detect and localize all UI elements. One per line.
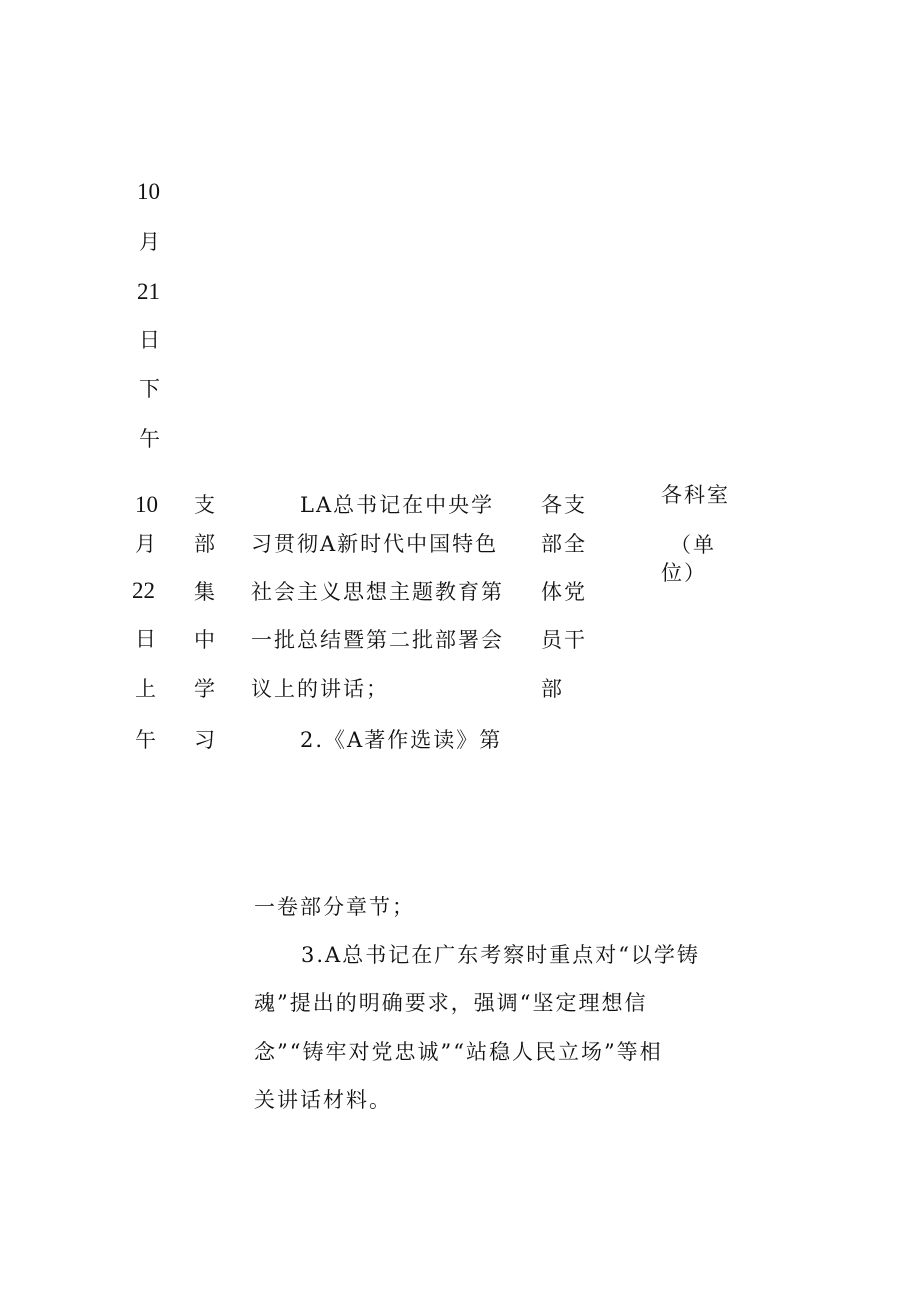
continuation-line-5: 关讲话材料。 bbox=[254, 1088, 392, 1112]
prev-date-period-2: 午 bbox=[139, 427, 160, 451]
date-period-1: 上 bbox=[135, 677, 156, 701]
content-line-5: 议上的讲话； bbox=[251, 677, 389, 701]
form-char-4: 中 bbox=[194, 628, 215, 652]
prev-date-day-number: 21 bbox=[137, 279, 160, 304]
date-month-unit: 月 bbox=[135, 532, 156, 556]
prev-date-day-unit: 日 bbox=[139, 328, 160, 352]
content-line-3: 社会主义思想主题教育第 bbox=[251, 580, 504, 604]
participants-line-1: 各支 bbox=[541, 493, 587, 517]
participants-line-3: 体党 bbox=[541, 580, 587, 604]
form-char-1: 支 bbox=[194, 493, 215, 517]
prev-date-month-unit: 月 bbox=[139, 230, 160, 254]
prev-date-period-1: 下 bbox=[139, 377, 160, 401]
participants-line-5: 部 bbox=[541, 677, 564, 701]
continuation-line-2: 3.A总书记在广东考察时重点对“以学铸 bbox=[301, 943, 700, 967]
date-period-2: 午 bbox=[135, 728, 156, 752]
continuation-line-3: 魂”提出的明确要求，强调“坚定理想信 bbox=[254, 991, 648, 1015]
organizer-line-3: 位） bbox=[661, 561, 707, 585]
date-day-unit: 日 bbox=[135, 627, 156, 651]
content-line-4: 一批总结暨第二批部署会 bbox=[251, 628, 504, 652]
form-char-2: 部 bbox=[194, 532, 215, 556]
form-char-3: 集 bbox=[194, 580, 215, 604]
content-line-2: 习贯彻A新时代中国特色 bbox=[251, 532, 499, 556]
participants-line-2: 部全 bbox=[541, 532, 587, 556]
content-line-1: LA总书记在中央学 bbox=[300, 493, 495, 517]
date-month-number: 10 bbox=[135, 492, 158, 517]
continuation-line-1: 一卷部分章节； bbox=[254, 895, 415, 919]
content-line-6: 2.《A著作选读》第 bbox=[300, 728, 503, 752]
participants-line-4: 员干 bbox=[541, 628, 587, 652]
organizer-line-1: 各科室 bbox=[661, 483, 730, 507]
date-day-number: 22 bbox=[132, 578, 155, 603]
continuation-line-4: 念”“铸牢对党忠诚”“站稳人民立场”等相 bbox=[254, 1040, 663, 1064]
form-char-6: 习 bbox=[194, 728, 215, 752]
form-char-5: 学 bbox=[194, 677, 215, 701]
prev-date-month-number: 10 bbox=[137, 179, 160, 204]
organizer-line-2: （单 bbox=[670, 533, 716, 557]
